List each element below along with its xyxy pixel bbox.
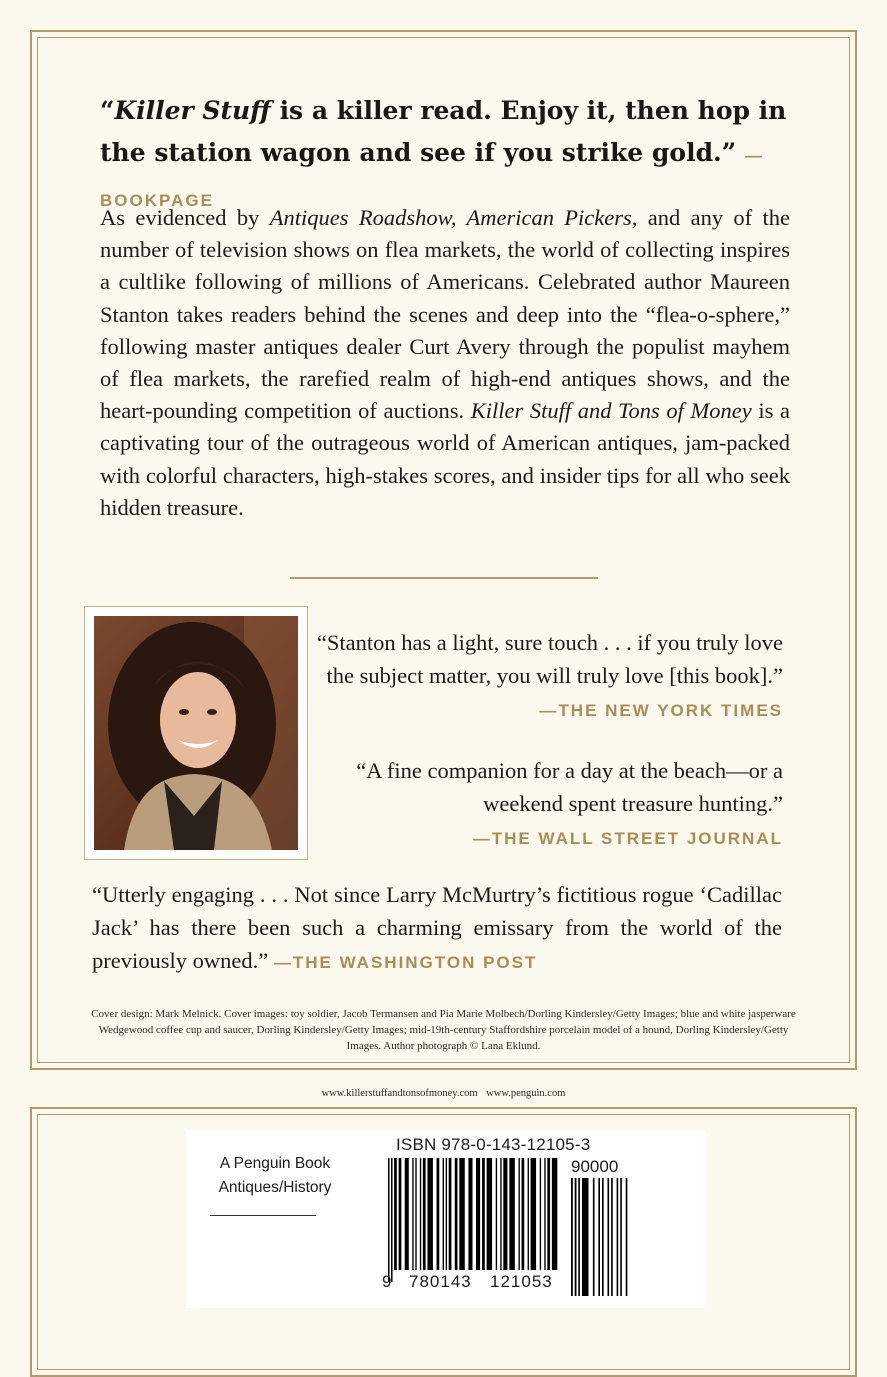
- barcode-digits-left: 780143: [409, 1272, 472, 1291]
- barcode-bar: [412, 1158, 413, 1270]
- barcode-lead-digit: 9: [382, 1272, 392, 1291]
- barcode-bar: [388, 1158, 390, 1282]
- barcode-bar: [437, 1158, 440, 1270]
- barcode-bar: [620, 1178, 622, 1296]
- barcode-bar: [547, 1158, 550, 1270]
- publisher-info: [202, 1152, 348, 1200]
- isbn-text: ISBN 978-0-143-12105-3: [396, 1135, 591, 1154]
- author-photo: [94, 616, 298, 850]
- barcode-bar: [578, 1178, 580, 1296]
- barcode-bar: [509, 1158, 514, 1270]
- barcode-bar: [518, 1158, 519, 1270]
- section-divider: [290, 577, 598, 579]
- barcode-bar: [552, 1158, 557, 1270]
- barcode-bar: [487, 1158, 492, 1270]
- barcode-bar: [582, 1178, 589, 1296]
- barcode-bar: [611, 1178, 613, 1296]
- barcode-bar: [575, 1178, 577, 1296]
- barcode-bar: [405, 1158, 409, 1270]
- author-photo-frame: [84, 606, 308, 860]
- review-quote-nyt: “Stanton has a light, sure touch . . . if you truly love the subject matter, you will truly love [this book].” —THE NEW YORK TIMES: [316, 630, 783, 720]
- barcode-bar: [528, 1158, 529, 1270]
- barcode-bar: [415, 1158, 416, 1270]
- barcode-bar: [540, 1158, 541, 1270]
- barcode-bar: [449, 1158, 452, 1270]
- barcode-bar: [593, 1178, 595, 1296]
- barcode-digits-right: 121053: [490, 1272, 553, 1291]
- quote-source: —BOOKPAGE: [100, 146, 764, 210]
- barcode-bar: [503, 1158, 507, 1270]
- barcode-bar: [459, 1158, 464, 1270]
- barcode-bar: [607, 1178, 609, 1296]
- barcode-bar: [522, 1158, 525, 1270]
- barcode-bar: [427, 1158, 432, 1270]
- review-quote-wsj: “A fine companion for a day at the beach—or a weekend spent treasure hunting.” —THE WALL STREET JOURNAL: [356, 758, 783, 848]
- book-description: As evidenced by Antiques Roadshow, American Pickers, and any of the number of television shows on flea markets, the world of collecting inspires a cultlike following of millions of Americans. Celebrated author Maureen Stanton takes readers behind the scenes and deep into the “flea-o-sphere,” following master antiques dealer Curt Avery through the populist mayhem of flea markets, the rarefied realm of high-end antiques shows, and the heart-pounding competition of auctions. Killer Stuff and Tons of Money is a captivating tour of the outrageous world of American antiques, jam-packed with colorful characters, high-stakes scores, and insider tips for all who seek hidden treasure.: [100, 205, 790, 520]
- barcode-bar: [476, 1158, 480, 1270]
- barcode-bar: [544, 1158, 545, 1270]
- barcode-bar: [394, 1158, 397, 1270]
- barcode-bar: [399, 1158, 402, 1270]
- barcode-bar: [617, 1178, 619, 1296]
- top-review-quote: “Killer Stuff is a killer read. Enjoy it, then hop in the station wagon and see if you strike gold.” —BOOKPAGE: [100, 96, 787, 210]
- barcode-bar: [468, 1158, 472, 1270]
- barcode-bar: [482, 1158, 485, 1270]
- book-website-link[interactable]: www.killerstuffandtonsofmoney.com: [321, 1088, 478, 1099]
- website-urls: [0, 1088, 887, 1099]
- price-code: 90000: [571, 1157, 619, 1176]
- barcode-bar: [446, 1158, 447, 1270]
- barcode-bar: [602, 1178, 604, 1296]
- publisher-website-link[interactable]: www.penguin.com: [486, 1088, 566, 1099]
- price-barcode: [571, 1178, 633, 1296]
- barcode-bar: [496, 1158, 497, 1270]
- book-title-italic: Killer Stuff: [114, 96, 271, 125]
- book-category: Antiques/History: [218, 1179, 332, 1196]
- cover-credits: Cover design: Mark Melnick. Cover images: toy soldier, Jacob Termansen and Pia Marie Molbech/Dorling Kindersley/Getty Images; blue and white jasperware Wedgewood coffee cup and saucer, Dorling Kindersley/Getty Images; mid-19th-century Staffordshire porcelain model of a hound, Dorling Kindersley/Getty Images. Author photograph © Lana Eklund.: [91, 1008, 796, 1052]
- barcode-panel: [186, 1130, 706, 1308]
- isbn-barcode: [388, 1158, 564, 1286]
- barcode-bar: [420, 1158, 421, 1270]
- review-quote-wapo: “Utterly engaging . . . Not since Larry McMurtry’s fictitious rogue ‘Cadillac Jack’ has there been such a charming emissary from the world of the previously owned.” —THE WASHINGTON POST: [92, 882, 782, 973]
- publisher-name: A Penguin Book: [219, 1155, 331, 1172]
- barcode-bar: [443, 1158, 444, 1270]
- barcode-bar: [423, 1158, 426, 1270]
- barcode-bar: [455, 1158, 458, 1270]
- publisher-rule: [210, 1215, 316, 1216]
- barcode-bar: [500, 1158, 501, 1270]
- barcode-bar: [598, 1178, 600, 1296]
- barcode-bar: [571, 1178, 573, 1296]
- barcode-bar: [626, 1178, 628, 1296]
- barcode-bar: [391, 1158, 393, 1282]
- barcode-bar: [531, 1158, 536, 1270]
